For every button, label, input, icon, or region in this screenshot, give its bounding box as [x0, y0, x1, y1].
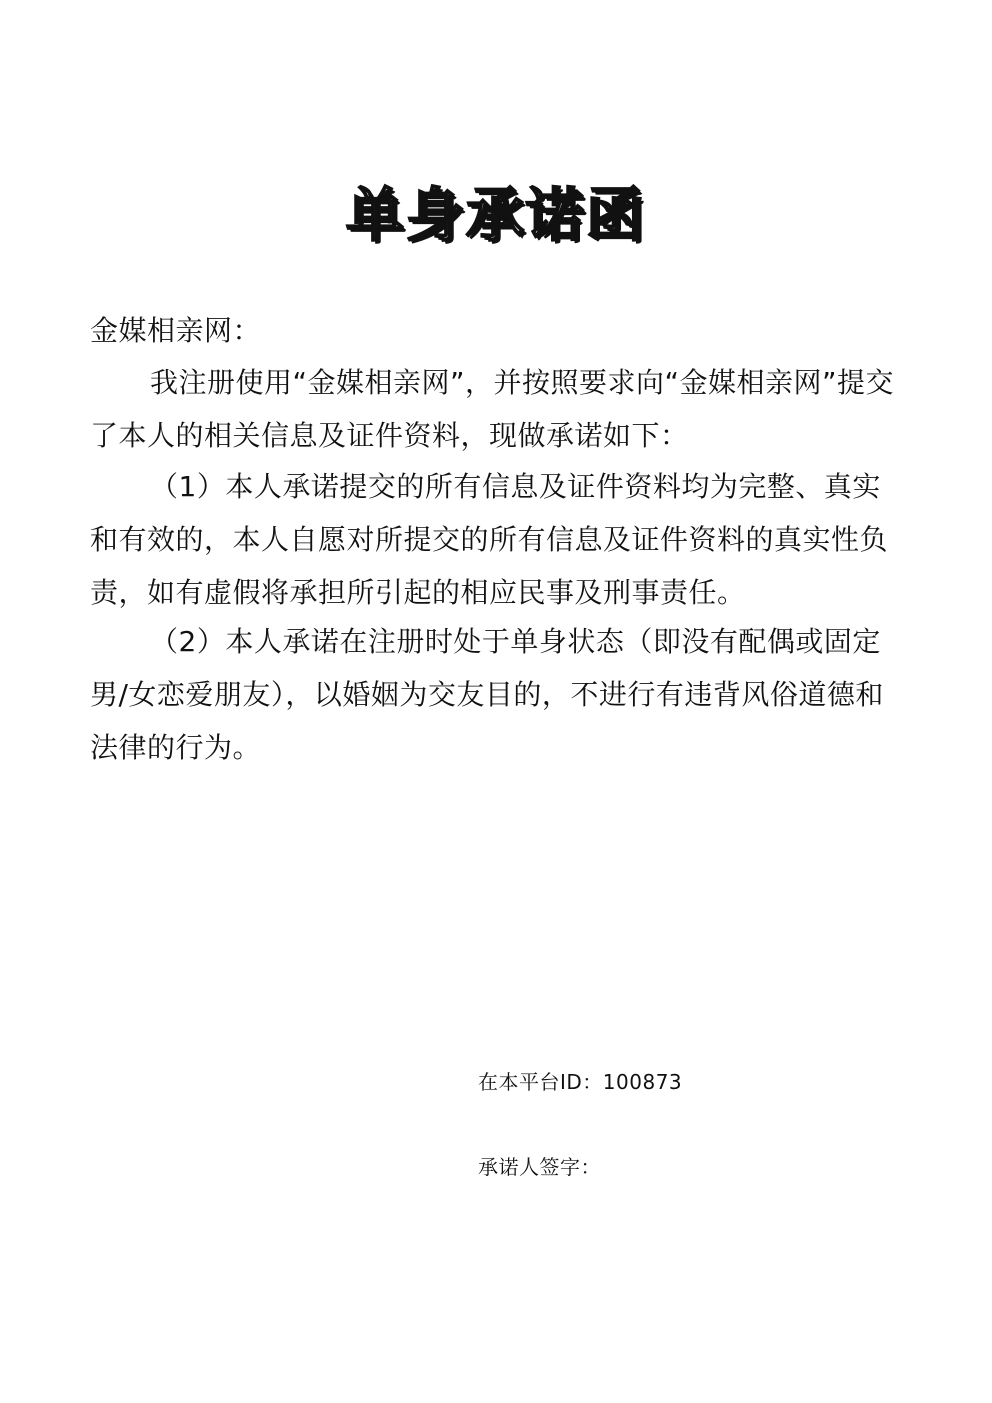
salutation: 金媒相亲网： — [90, 314, 262, 347]
intro-paragraph: 我注册使用“金媒相亲网”，并按照要求向“金媒相亲网”提交了本人的相关信息及证件资料，现做承诺如下： — [90, 366, 895, 452]
promise-item-1: （1）本人承诺提交的所有信息及证件资料均为完整、真实和有效的，本人自愿对所提交的所有信息及证件资料的真实性负责，如有虚假将承担所引起的相应民事及刑事责任。 — [90, 470, 889, 609]
promise-item-2: （2）本人承诺在注册时处于单身状态（即没有配偶或固定男/女恋爱朋友），以婚姻为交友目的，不进行有违背风俗道德和法律的行为。 — [90, 625, 884, 764]
signature-line: 承诺人签字： — [478, 1155, 601, 1179]
platform-id-line: 在本平台ID：100873 — [478, 1070, 683, 1094]
document-title: 单身承诺函 — [345, 181, 646, 249]
